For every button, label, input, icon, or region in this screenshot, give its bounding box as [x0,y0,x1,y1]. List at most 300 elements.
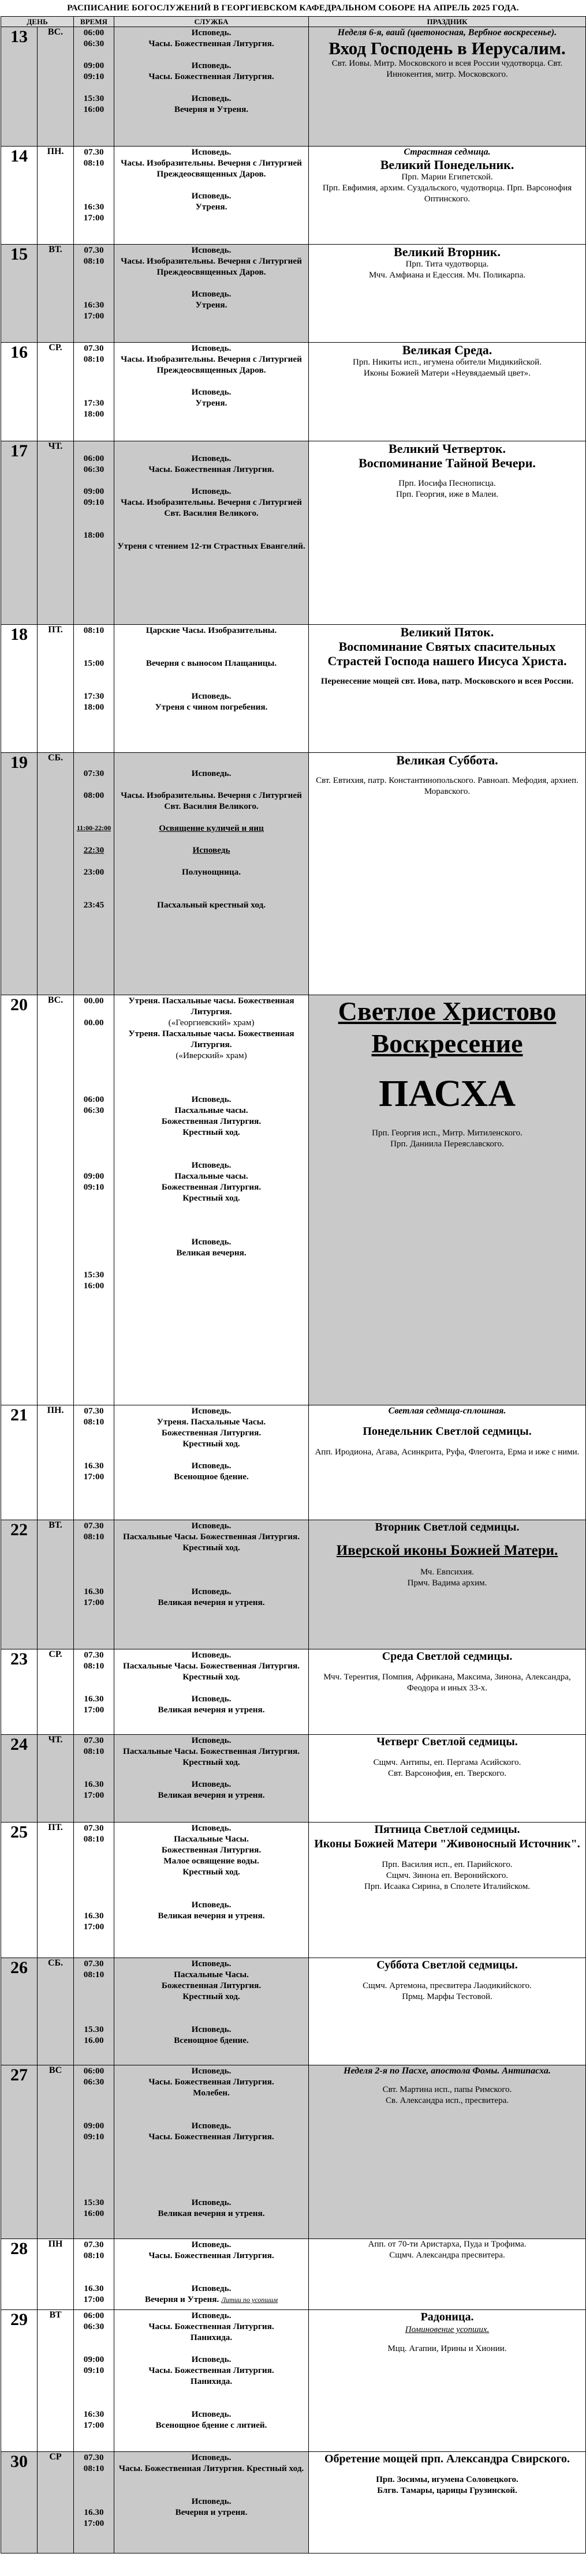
service-cell [114,245,309,343]
service: Всенощное бдение. [174,2035,249,2045]
feast-note: Неделя 2-я по Пасхе, апостола Фомы. Антипасха. [344,2066,551,2076]
time: 07.30 [84,1650,104,1660]
service: Царские Часы. Изобразительны. [145,625,277,635]
time: 08:10 [83,625,104,635]
feast-title: Иверской иконы Божией Матери. [336,1543,558,1558]
time: 08:10 [83,2251,104,2260]
times-cell [74,2310,114,2452]
service: Исповедь. [191,28,232,38]
times-cell [74,441,114,625]
service-note: («Георгиевский» храм) [168,1018,255,1028]
service: Вечерня и Утреня. [145,2294,219,2304]
day-number: 18 [1,625,38,753]
schedule-row [1,1405,586,1520]
feast-saints: Прп. Иосифа Песнописца. [398,479,496,488]
time: 09:00 [83,2121,104,2131]
feast-saints: Мчч. Амфиана и Едессия. Мч. Поликарпа. [369,271,525,280]
time: 09:00 [83,61,104,70]
service: Пасхальные Часы. [174,1834,249,1844]
time: 15:30 [83,93,104,103]
feast-title: Великая Среда. [402,343,492,357]
time: 06:30 [83,2077,104,2087]
schedule-row [1,245,586,343]
time: 08:10 [83,1532,104,1542]
service: Вечерня и утреня. [175,2507,248,2517]
service-note: («Иверский» храм) [176,1051,247,1060]
day-number: 25 [1,1823,38,1958]
day-of-week: ПН. [38,147,74,245]
service: Часы. Изобразительны. Вечерня с Литургией Преждеосвященных Даров. [121,256,302,277]
feast-cell [309,27,586,147]
feast-saints: Апп. Иродиона, Агава, Асинкрита, Руфа, Флегонта, Ерма и иже с ними. [315,1448,580,1457]
schedule-row [1,441,586,625]
service: Исповедь. [191,1823,232,1833]
feast-saints: Прп. Марии Египетской. [401,173,493,182]
day-of-week: ВС [38,2065,74,2239]
service: Великая вечерня и утреня. [158,2208,265,2218]
time: 09:10 [83,2365,104,2375]
feast-title: ПАСХА [379,1073,516,1115]
header-row [1,17,586,27]
times-cell [74,2065,114,2239]
service-cell [114,1649,309,1735]
service: Великая вечерня и утреня. [158,1705,265,1715]
times-cell [74,147,114,245]
time: 17:30 [83,398,104,408]
service: Божественная Литургия. [161,1845,262,1855]
service: Исповедь. [191,1694,232,1704]
feast-cell [309,2065,586,2239]
feast-saints: Сщмч. Артемона, пресвитера Лаодикийского. [363,1981,532,1990]
service: Исповедь. [191,2240,232,2249]
day-of-week: СБ. [38,753,74,995]
service-cell [114,2239,309,2310]
feast-saints: Иконы Божией Матери «Неувядаемый цвет». [363,369,531,378]
day-number: 30 [1,2452,38,2553]
service: Утреня. Пасхальные часы. Божественная Литургия. [128,1029,294,1049]
feast-saints: Сщмч. Зинона еп. Веронийского. [386,1871,509,1880]
service: Утреня. Пасхальные Часы. [156,1417,266,1427]
time: 08:10 [83,2463,104,2473]
time: 16:00 [83,2208,104,2218]
day-number: 28 [1,2239,38,2310]
time: 22:30 [83,845,104,855]
service-cell [114,2310,309,2452]
service: Божественная Литургия. [161,1428,262,1438]
day-of-week: ПТ. [38,625,74,753]
feast-cell [309,1823,586,1958]
feast-cell [309,343,586,441]
time: 07.30 [84,1406,104,1416]
service-cell [114,147,309,245]
times-cell [74,1823,114,1958]
service: Исповедь. [191,1094,232,1104]
service: Исповедь. [191,486,232,496]
service: Пасхальные Часы. Божественная Литургия. Крестный ход. [123,1746,300,1767]
time: 06:30 [83,1105,104,1115]
feast-saints: Прп. Георгия, иже в Малеи. [395,490,499,499]
service: Полунощница. [181,867,241,877]
service: Пасхальные Часы. [174,1970,249,1979]
day-of-week: ПН. [38,1405,74,1520]
service: Часы. Божественная Литургия. [148,2251,274,2260]
day-of-week: ВТ. [38,245,74,343]
service: Исповедь. [191,1160,232,1170]
day-of-week: СБ. [38,1958,74,2065]
service: Молебен. [193,2088,230,2098]
feast-title: Воспоминание Святых спасительных Страстей Господа нашего Иисуса Христа. [327,639,567,668]
service: Исповедь. [191,343,232,353]
feast-saints: Прп. Евфимия, архим. Суздальского, чудотворца. Прп. Варсонофия Оптинского. [322,183,572,204]
time: 09:10 [83,497,104,507]
time: 06:30 [83,464,104,474]
service-cell [114,2065,309,2239]
day-of-week: ЧТ. [38,441,74,625]
feast-saints: Прп. Василия исп., еп. Парийского. [382,1860,513,1869]
time: 17:00 [83,213,104,223]
time: 08:10 [83,1834,104,1844]
service: Исповедь. [191,1237,232,1247]
day-of-week: СР [38,2452,74,2553]
service: Пасхальный крестный ход. [157,900,266,910]
day-of-week: ПТ. [38,1823,74,1958]
time: 07.30 [84,343,104,353]
times-cell [74,995,114,1405]
day-number: 19 [1,753,38,995]
service: Исповедь. [191,1587,232,1596]
schedule-row [1,995,586,1405]
time: 11:00-22:00 [76,824,111,832]
schedule-row [1,2310,586,2452]
feast-title: Понедельник Светлой седмицы. [363,1425,532,1438]
time: 07.30 [84,1959,104,1968]
feast-note: Неделя 6-я, ваий (цветоносная, Вербное воскресенье). [337,28,557,38]
feast-cell [309,2239,586,2310]
time: 08:00 [83,790,104,800]
time: 18:00 [83,409,104,419]
service-cell [114,1958,309,2065]
day-number: 27 [1,2065,38,2239]
service: Исповедь. [191,691,232,701]
times-cell [74,1649,114,1735]
feast-saints: Св. Александра исп., пресвитера. [386,2096,509,2105]
service: Исповедь. [191,61,232,70]
feast-saints: Сщмч. Антипы, еп. Пергама Асийского. [373,1758,521,1767]
time: 15:30 [83,1270,104,1280]
time: 07.30 [84,1823,104,1833]
service: Исповедь. [191,289,232,299]
service: Утреня. Пасхальные часы. Божественная Литургия. [128,996,294,1017]
time: 09:10 [83,2132,104,2142]
service: Исповедь. [191,2409,232,2419]
day-number: 26 [1,1958,38,2065]
time: 16.30 [84,1911,104,1921]
service: Часы. Божественная Литургия. [148,39,274,48]
day-number: 22 [1,1520,38,1649]
time: 08:10 [83,158,104,168]
header-day: ДЕНЬ [1,17,74,27]
time: 00.00 [84,996,104,1006]
time: 17:00 [83,2294,104,2304]
day-of-week: СР. [38,343,74,441]
service: Часы. Божественная Литургия. [148,2132,274,2142]
feast-saints: Свт. Иовы. Митр. Московского и всея России чудотворца. Свт. Иннокентия, митр. Московского. [331,59,563,79]
service: Крестный ход. [182,1867,240,1877]
service: Часы. Изобразительны. Вечерня с Литургией Свт. Василия Великого. [121,790,302,811]
feast-title: Суббота Светлой седмицы. [376,1959,518,1971]
service: Исповедь. [191,2066,232,2076]
schedule-row [1,1735,586,1823]
feast-title: Великая Суббота. [396,753,498,767]
times-cell [74,1405,114,1520]
feast-cell [309,245,586,343]
day-of-week: ВТ. [38,1520,74,1649]
times-cell [74,753,114,995]
feast-cell [309,625,586,753]
service: Исповедь. [191,2121,232,2131]
service: Вечерня с выносом Плащаницы. [145,658,277,668]
service: Пасхальные часы. [174,1105,248,1115]
time: 16.30 [84,1587,104,1596]
feast-title: Великий Понедельник. [380,158,514,172]
day-of-week: ВТ [38,2310,74,2452]
feast-title: Светлое Христово Воскресение [338,996,557,1058]
service-cell [114,1405,309,1520]
service-cell [114,1520,309,1649]
feast-saints: Блгв. Тамары, царицы Грузинской. [377,2486,517,2495]
time: 08:10 [83,1746,104,1756]
feast-title: Вход Господень в Иерусалим. [329,38,566,58]
service-note: Литии по усопшим [221,2296,278,2304]
times-cell [74,27,114,147]
service: Исповедь. [191,1461,232,1471]
day-number: 15 [1,245,38,343]
feast-title: Великий Четверток. [389,441,506,456]
service: Божественная Литургия. [161,1182,262,1192]
day-number: 13 [1,27,38,147]
service: Исповедь. [191,2198,232,2207]
day-of-week: ПН [38,2239,74,2310]
time: 17:30 [83,691,104,701]
feast-cell [309,753,586,995]
day-of-week: ЧТ. [38,1735,74,1823]
feast-title: Среда Светлой седмицы. [382,1650,513,1663]
time: 16.30 [84,2283,104,2293]
service: Исповедь. [191,2496,232,2506]
service: Исповедь. [191,2283,232,2293]
service-cell [114,441,309,625]
time: 16:00 [83,1281,104,1291]
time: 17:00 [83,1705,104,1715]
service-cell [114,995,309,1405]
times-cell [74,1520,114,1649]
time: 16.30 [84,1461,104,1471]
feast-cell [309,2310,586,2452]
time: 23:45 [83,900,104,910]
day-number: 20 [1,995,38,1405]
service: Малое освящение воды. [163,1856,259,1866]
time: 15:30 [83,2198,104,2207]
service: Утреня с чином погребения. [155,702,268,712]
page-title: РАСПИСАНИЕ БОГОСЛУЖЕНИЙ В ГЕОРГИЕВСКОМ КАФЕДРАЛЬНОМ СОБОРЕ НА АПРЕЛЬ 2025 ГОДА. [67,3,519,13]
header-service: СЛУЖБА [114,17,309,27]
feast-title: Великий Вторник. [394,245,501,259]
time: 07.30 [84,147,104,157]
times-cell [74,625,114,753]
feast-title: Пятница Светлой седмицы. [374,1823,520,1836]
service: Исповедь. [191,1735,232,1745]
times-cell [74,2452,114,2553]
schedule-row [1,1958,586,2065]
time: 16:00 [83,104,104,114]
feast-saints: Апп. от 70-ти Аристарха, Пуда и Трофима. [368,2240,527,2249]
feast-saints: Мчч. Терентия, Помпия, Африкана, Максима, Зинона, Александра, Феодора и иных 33-х. [323,1673,571,1693]
schedule-row [1,1823,586,1958]
feast-saints: Свт. Варсонофия, еп. Тверского. [387,1769,507,1778]
feast-saints: Сщмч. Александра пресвитера. [389,2251,505,2260]
service: Часы. Божественная Литургия. [148,2322,274,2331]
feast-cell [309,995,586,1405]
time: 17:00 [83,1922,104,1932]
time: 15.30 [84,2024,104,2034]
service: Утреня. [195,398,227,408]
service-cell [114,27,309,147]
feast-saints: Мч. Евпсихия. [420,1568,474,1577]
service: Часы. Божественная Литургия. Крестный ход. [118,2463,304,2473]
feast-saints: Прп. Зосимы, игумена Соловецкого. [376,2475,518,2484]
time: 15:00 [83,658,104,668]
feast-cell [309,147,586,245]
time: 18:00 [83,702,104,712]
service: Крестный ход. [182,1193,240,1203]
time: 07.30 [84,2453,104,2462]
service: Панихида. [190,2376,233,2386]
time: 08:10 [83,1417,104,1427]
time: 08:10 [83,1970,104,1979]
time: 06:00 [83,28,104,38]
time: 09:10 [83,1182,104,1192]
feast-title: Обретение мощей прп. Александра Свирского. [324,2453,570,2465]
service: Пасхальные Часы. Божественная Литургия. Крестный ход. [123,1661,300,1682]
service: Панихида. [190,2333,233,2342]
feast-saints: Мцц. Агапии, Ирины и Хионии. [387,2344,507,2353]
schedule-row [1,27,586,147]
time: 00.00 [84,1018,104,1028]
feast-title: Вторник Светлой седмицы. [375,1521,520,1533]
service: Всенощное бдение с литией. [155,2420,267,2430]
feast-saints: Прп. Георгия исп., Митр. Митиленского. [372,1128,522,1138]
feast-title: Иконы Божией Матери "Живоносный Источник". [314,1838,580,1850]
day-number: 21 [1,1405,38,1520]
service: Часы. Божественная Литургия. [148,464,274,474]
feast-cell [309,1958,586,2065]
feast-title: Великий Пяток. [400,625,494,639]
service: Великая вечерня и утреня. [158,1911,265,1921]
schedule-row [1,147,586,245]
service: Исповедь. [191,2311,232,2320]
service-inline [117,2294,306,2305]
service: Исповедь. [191,2453,232,2462]
time: 09:00 [83,486,104,496]
service-cell [114,625,309,753]
day-of-week: ВС. [38,27,74,147]
time: 06:00 [83,2311,104,2320]
service-cell [114,1823,309,1958]
feast-cell [309,1520,586,1649]
service: Часы. Божественная Литургия. [148,2077,274,2087]
service: Крестный ход. [182,1439,240,1449]
time: 07.30 [84,245,104,255]
service: Великая вечерня. [176,1248,247,1258]
feast-cell [309,2452,586,2553]
time: 06:00 [83,1094,104,1104]
time: 17:00 [83,2420,104,2430]
time: 07:30 [83,768,104,778]
service-cell [114,1735,309,1823]
service: Крестный ход. [182,1992,240,2001]
service: Вечерня и Утреня. [174,104,249,114]
time: 17:00 [83,1598,104,1607]
service: Исповедь. [191,387,232,397]
time: 18:00 [83,530,104,540]
feast-saints: Перенесение мощей свт. Иова, патр. Московского и всея России. [320,677,574,686]
feast-title: Воспоминание Тайной Вечери. [359,456,536,470]
service: Исповедь. [191,1959,232,1968]
time: 23:00 [83,867,104,877]
service: Освящение куличей и яиц [159,823,264,833]
time: 06:30 [83,39,104,48]
service: Утреня. [195,300,227,310]
times-cell [74,2239,114,2310]
times-cell [74,343,114,441]
feast-cell [309,1405,586,1520]
day-number: 29 [1,2310,38,2452]
time: 16:30 [83,300,104,310]
service: Исповедь. [191,245,232,255]
day-number: 16 [1,343,38,441]
schedule-row [1,2239,586,2310]
service: Исповедь. [191,2024,232,2034]
feast-cell [309,1735,586,1823]
service: Исповедь. [191,1779,232,1789]
time: 07.30 [84,1521,104,1531]
feast-note: Поминовение усопших. [405,2325,490,2334]
time: 09:00 [83,1171,104,1181]
schedule-row [1,625,586,753]
time: 16:30 [83,202,104,212]
time: 06:30 [83,2322,104,2331]
service: Часы. Божественная Литургия. [148,72,274,81]
service: Божественная Литургия. [161,1981,262,1990]
service: Утреня с чтением 12-ти Страстных Евангелий. [117,541,305,551]
feast-cell [309,1649,586,1735]
service: Исповедь. [191,147,232,157]
feast-saints: Свт. Евтихия, патр. Константинопольского. Равноап. Мефодия, архиеп. Моравского. [316,776,578,796]
schedule-row [1,343,586,441]
service: Утреня. [195,202,227,212]
schedule-row [1,753,586,995]
schedule-row [1,2452,586,2553]
time: 16:30 [83,2409,104,2419]
service: Исповедь. [191,1521,232,1531]
header-feast: ПРАЗДНИК [309,17,586,27]
time: 09:10 [83,72,104,81]
service: Исповедь. [191,1900,232,1910]
service: Пасхальные Часы. Божественная Литургия. Крестный ход. [123,1532,300,1553]
day-of-week: СР. [38,1649,74,1735]
feast-title: Радоница. [420,2311,474,2323]
time: 07.30 [84,1735,104,1745]
